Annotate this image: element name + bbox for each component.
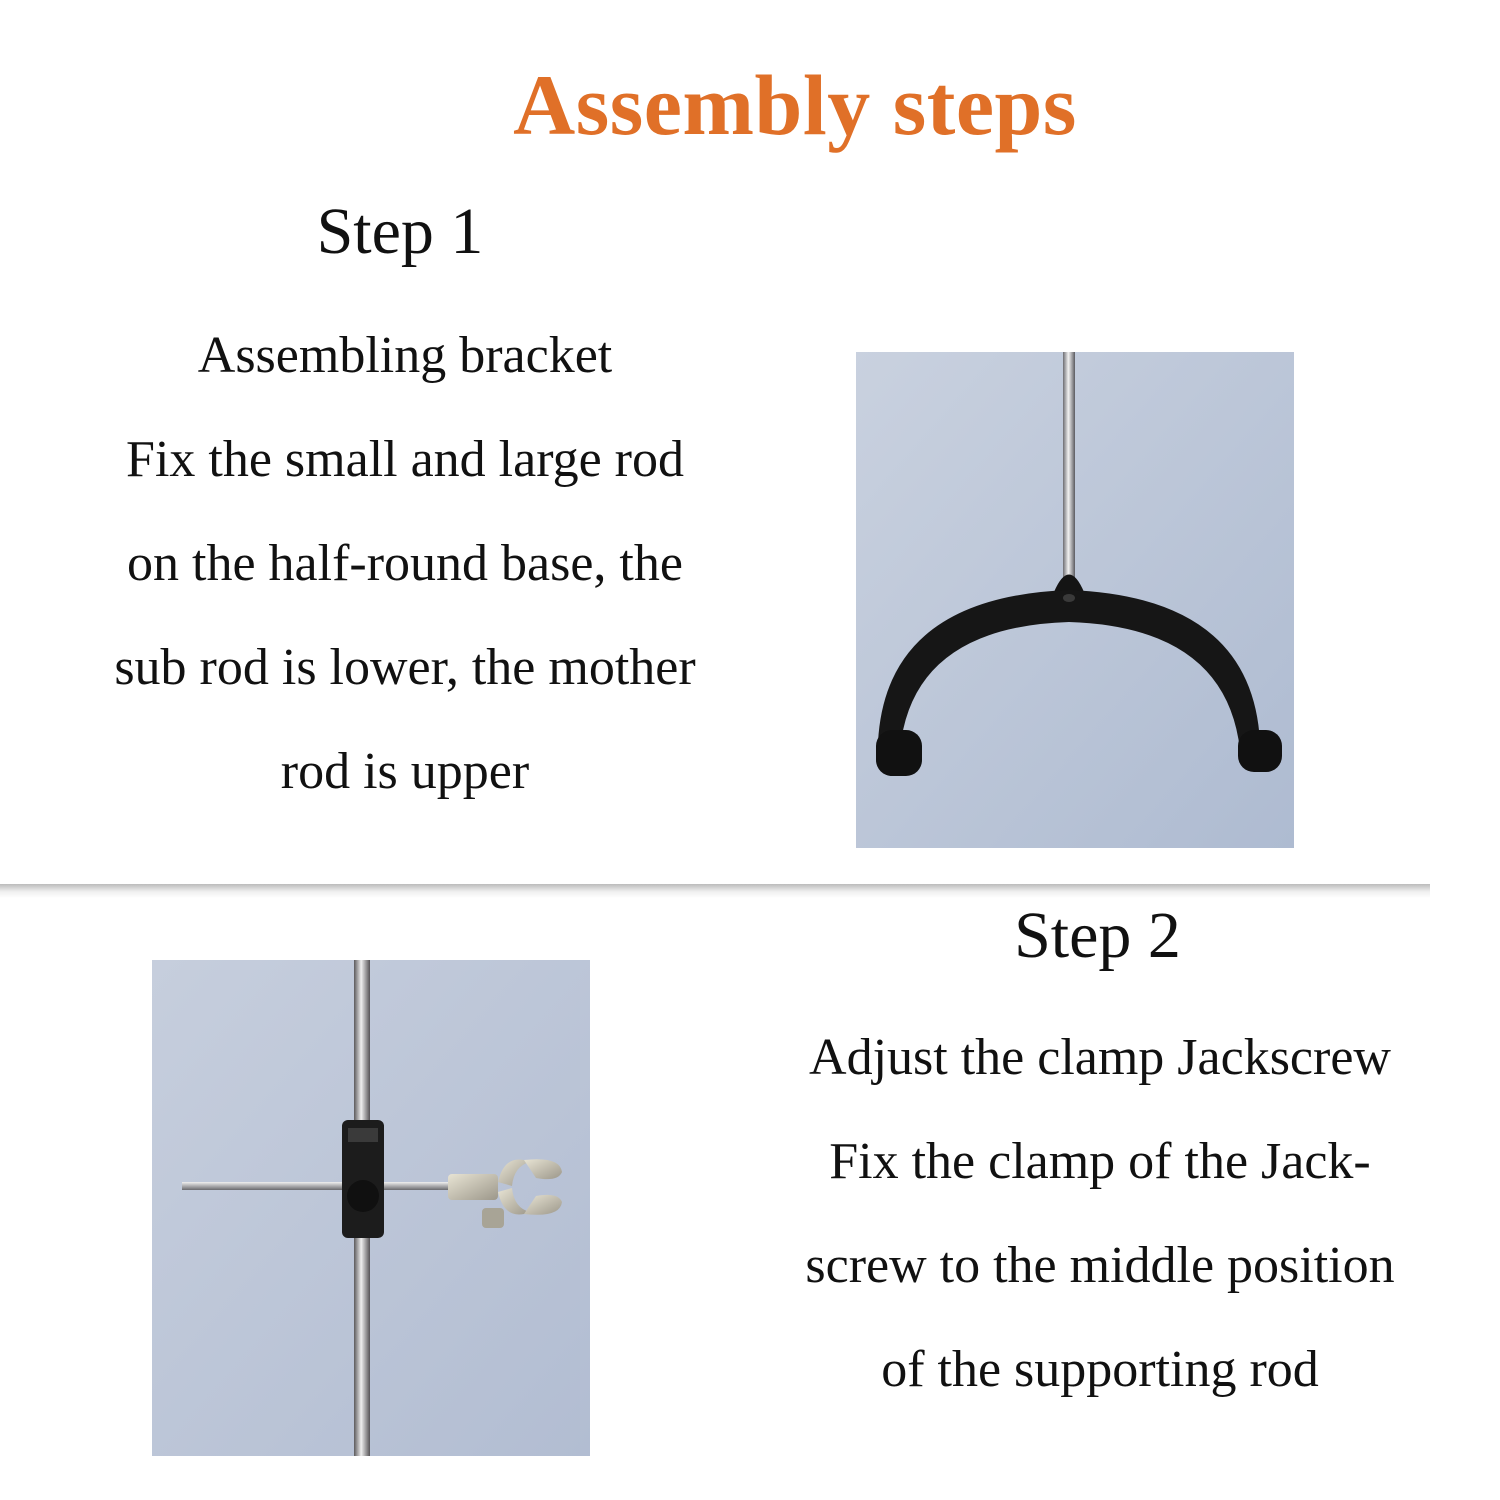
step-2-description (740, 1006, 1460, 1422)
step-1-line: rod is upper (280, 743, 530, 800)
step-1-line: sub rod is lower, the mother (114, 639, 696, 696)
rod-clamp-jackscrew-icon (152, 960, 590, 1456)
step-1-description (40, 304, 770, 824)
step-2-heading: Step 2 (1014, 899, 1181, 972)
step-2-line: Fix the clamp of the Jack- (829, 1133, 1371, 1190)
half-round-base-with-rod-icon (856, 352, 1294, 848)
step-1-line: on the half-round base, the (127, 535, 683, 592)
page-title-text: Assembly steps (513, 57, 1077, 153)
step-2-line: screw to the middle position (805, 1237, 1395, 1294)
section-divider (0, 884, 1430, 898)
step-1-line: Fix the small and large rod (126, 431, 684, 488)
step-1-line: Assembling bracket (197, 327, 613, 384)
step-2-line: of the supporting rod (881, 1341, 1319, 1398)
step-1-heading: Step 1 (316, 195, 484, 268)
step-2-line: Adjust the clamp Jackscrew (809, 1029, 1391, 1086)
page-title (0, 50, 1500, 160)
